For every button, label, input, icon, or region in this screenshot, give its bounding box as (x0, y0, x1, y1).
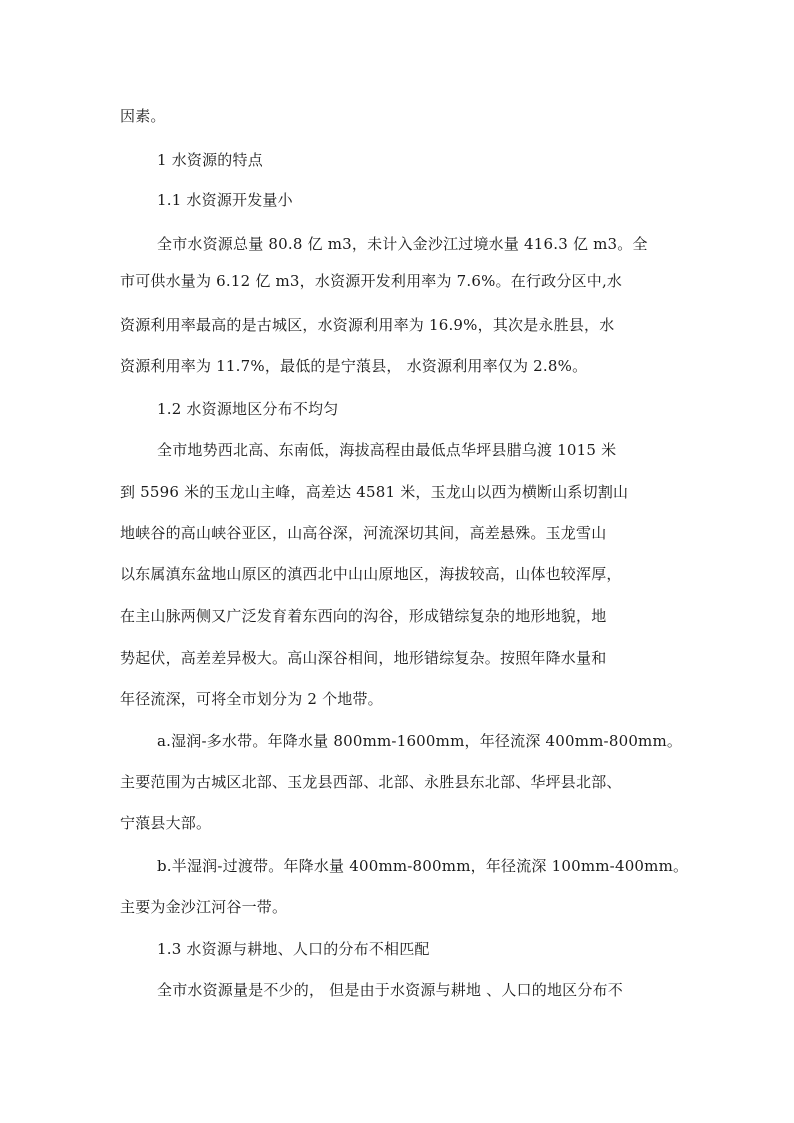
paragraph-line: 年径流深，可将全市划分为 2 个地带。 (120, 690, 383, 708)
paragraph-line: 在主山脉两侧又广泛发育着东西向的沟谷，形成错综复杂的地形地貌，地 (120, 607, 607, 625)
paragraph-line: 地峡谷的高山峡谷亚区，山高谷深，河流深切其间，高差悬殊。玉龙雪山 (120, 524, 607, 542)
paragraph-line: 全市地势西北高、东南低，海拔高程由最低点华坪县腊乌渡 1015 米 (157, 441, 617, 459)
paragraph-line: 因素。 (120, 107, 166, 125)
paragraph-line: 资源利用率为 11.7%，最低的是宁蒗县， 水资源利用率仅为 2.8%。 (120, 357, 588, 375)
paragraph-line: 到 5596 米的玉龙山主峰，高差达 4581 米，玉龙山以西为横断山系切割山 (120, 483, 629, 501)
paragraph-line: 市可供水量为 6.12 亿 m3，水资源开发利用率为 7.6%。在行政分区中,水 (120, 272, 623, 290)
section-heading: 1 水资源的特点 (157, 151, 263, 169)
paragraph-line: a.湿润-多水带。年降水量 800mm-1600mm，年径流深 400mm-800mm。 (157, 732, 683, 750)
paragraph-line: 全市水资源量是不少的， 但是由于水资源与耕地 、人口的地区分布不 (157, 981, 623, 999)
subsection-heading: 1.2 水资源地区分布不均匀 (157, 400, 339, 418)
paragraph-line: 主要为金沙江河谷一带。 (120, 898, 288, 916)
paragraph-line: 势起伏，高差差异极大。高山深谷相间，地形错综复杂。按照年降水量和 (120, 649, 607, 667)
paragraph-line: 主要范围为古城区北部、玉龙县西部、北部、永胜县东北部、华坪县北部、 (120, 773, 622, 791)
paragraph-line: 全市水资源总量 80.8 亿 m3，未计入金沙江过境水量 416.3 亿 m3。全 (157, 235, 648, 253)
paragraph-line: 以东属滇东盆地山原区的滇西北中山山原地区，海拔较高，山体也较浑厚， (120, 565, 622, 583)
paragraph-line: 资源利用率最高的是古城区，水资源利用率为 16.9%，其次是永胜县，水 (120, 316, 615, 334)
paragraph-line: b.半湿润-过渡带。年降水量 400mm-800mm，年径流深 100mm-400mm。 (157, 857, 689, 875)
subsection-heading: 1.1 水资源开发量小 (157, 191, 293, 209)
subsection-heading: 1.3 水资源与耕地、人口的分布不相匹配 (157, 940, 430, 958)
paragraph-line: 宁蒗县大部。 (120, 814, 212, 832)
